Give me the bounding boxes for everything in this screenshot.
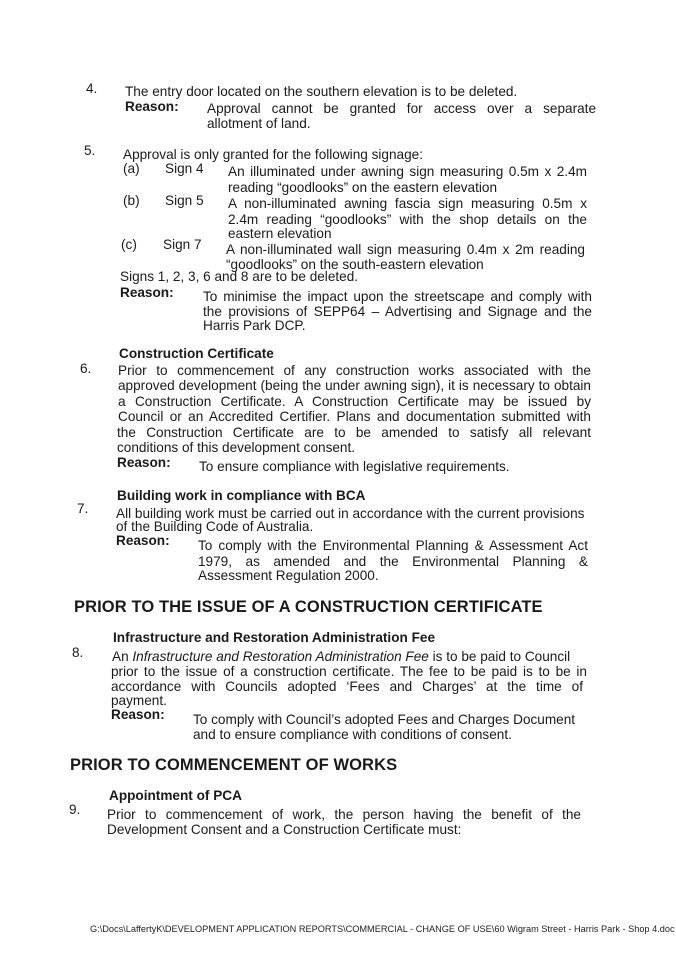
condition-heading: Construction Certificate — [119, 346, 274, 361]
reason-text: and to ensure compliance with conditions of consent. — [193, 727, 512, 742]
condition-text — [112, 649, 570, 665]
condition-text: Prior to commencement of any construction works associated with the — [118, 363, 591, 378]
condition-number: 4. — [86, 81, 98, 96]
reason-text: Approval cannot be granted for access over a separate — [207, 101, 596, 116]
reason-text: the provisions of SEPP64 – Advertising and Signage and the — [203, 304, 592, 319]
condition-text: Signs 1, 2, 3, 6 and 8 are to be deleted. — [120, 269, 359, 284]
condition-number: 5. — [84, 143, 96, 158]
list-letter: (b) — [123, 193, 140, 208]
condition-text: Council or an Accredited Certifier. Plans and documentation submitted with — [118, 409, 591, 424]
sign-description: reading “goodlooks” on the eastern elevation — [228, 180, 498, 195]
sign-label: Sign 4 — [165, 161, 204, 176]
condition-text: Approval is only granted for the following signage: — [123, 147, 423, 162]
sign-label: Sign 5 — [165, 193, 204, 208]
reason-text: Harris Park DCP. — [203, 318, 306, 333]
list-letter: (a) — [123, 161, 140, 176]
condition-number: 7. — [77, 501, 89, 516]
condition-text: payment. — [111, 693, 167, 708]
condition-heading: Building work in compliance with BCA — [117, 488, 366, 503]
condition-text: of the Building Code of Australia. — [116, 519, 314, 534]
condition-text: approved development (being the under awning sign), it is necessary to obtain — [118, 378, 591, 393]
reason-label: Reason: — [120, 285, 174, 300]
condition-number: 9. — [69, 802, 81, 817]
condition-text-part: is to be paid to Council — [428, 649, 571, 664]
condition-text: Development Consent and a Construction Certificate must: — [107, 822, 462, 837]
condition-text: prior to the issue of a construction certificate. The fee to be paid is to be in — [111, 664, 587, 679]
condition-text: conditions of this development consent. — [117, 440, 356, 455]
condition-heading: Appointment of PCA — [109, 788, 242, 803]
condition-text: the Construction Certificate are to be amended to satisfy all relevant — [117, 425, 591, 440]
sign-description: “goodlooks” on the south-eastern elevation — [226, 257, 484, 272]
section-heading: PRIOR TO COMMENCEMENT OF WORKS — [70, 756, 398, 774]
reason-label: Reason: — [125, 99, 179, 114]
condition-heading: Infrastructure and Restoration Administration Fee — [113, 630, 436, 645]
list-letter: (c) — [121, 237, 137, 252]
sign-description: A non-illuminated wall sign measuring 0.4m x 2m reading — [226, 242, 585, 257]
reason-label: Reason: — [111, 707, 165, 722]
sign-description: 2.4m reading “goodlooks” with the shop details on the — [228, 212, 587, 227]
section-heading: PRIOR TO THE ISSUE OF A CONSTRUCTION CERTIFICATE — [74, 598, 543, 616]
condition-text: accordance with Councils adopted ‘Fees and Charges’ at the time of — [111, 679, 583, 694]
reason-text: To comply with Council’s adopted Fees and Charges Document — [193, 712, 576, 727]
reason-label: Reason: — [116, 533, 170, 548]
reason-text: To ensure compliance with legislative requirements. — [199, 459, 510, 474]
sign-description: A non-illuminated awning fascia sign measuring 0.5m x — [228, 196, 587, 211]
sign-label: Sign 7 — [163, 237, 202, 252]
condition-text: a Construction Certificate. A Construction Certificate may be issued by — [118, 394, 591, 409]
footer-file-path: G:\Docs\LaffertyK\DEVELOPMENT APPLICATION REPORTS\COMMERCIAL - CHANGE OF USE\60 Wigram Street - Harris Park - Shop 4.doc — [90, 924, 675, 934]
condition-text-part: An — [112, 649, 133, 664]
reason-text: To minimise the impact upon the streetscape and comply with — [203, 289, 592, 304]
condition-text: The entry door located on the southern elevation is to be deleted. — [125, 84, 518, 99]
fee-name-italic: Infrastructure and Restoration Administration Fee — [132, 649, 429, 664]
condition-number: 8. — [72, 645, 84, 660]
reason-text: Assessment Regulation 2000. — [198, 568, 379, 583]
condition-text: All building work must be carried out in accordance with the current provisions — [116, 506, 585, 521]
reason-label: Reason: — [117, 455, 171, 470]
sign-description: An illuminated under awning sign measuring 0.5m x 2.4m — [228, 164, 587, 179]
reason-text: 1979, as amended and the Environmental Planning & — [198, 554, 588, 569]
reason-text: To comply with the Environmental Planning & Assessment Act — [198, 538, 588, 553]
condition-number: 6. — [80, 361, 92, 376]
condition-text: Prior to commencement of work, the person having the benefit of the — [107, 807, 581, 822]
sign-description: eastern elevation — [228, 226, 332, 241]
reason-text: allotment of land. — [207, 116, 311, 131]
